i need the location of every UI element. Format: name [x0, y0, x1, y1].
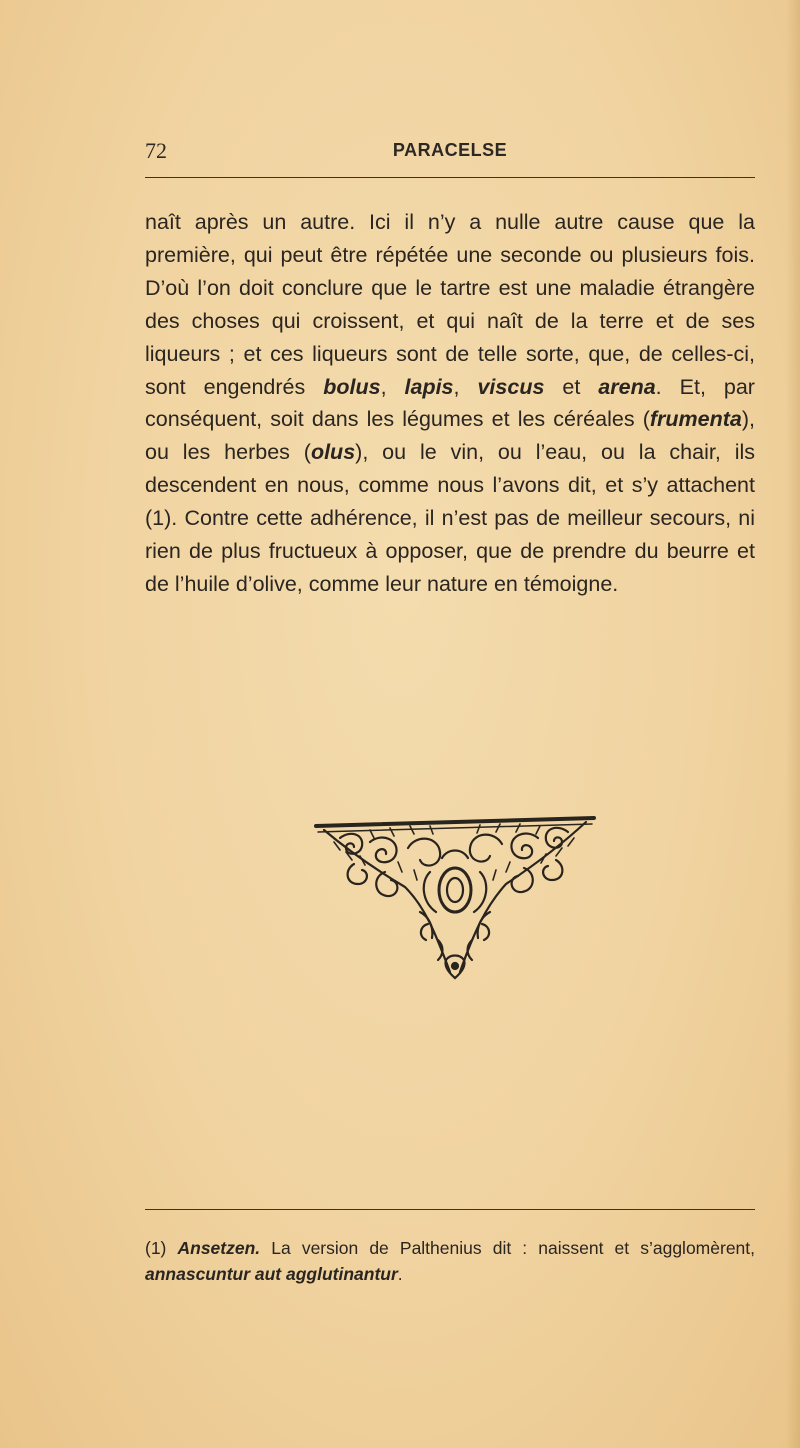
footnote-text-segment: .: [397, 1264, 403, 1284]
latin-term-arena: arena: [598, 374, 656, 399]
footnote-marker: (1): [145, 1238, 178, 1258]
body-text-segment: et: [544, 374, 599, 399]
floral-cul-de-lampe-ornament-icon: [310, 812, 600, 984]
body-text-segment: ), ou le vin, ou l’eau, ou la chair, ils descendent en nous, comme nous l’avons dit, et s’y attachent: [145, 440, 755, 498]
page-header: [145, 138, 755, 168]
header-rule: [145, 177, 755, 178]
body-text-segment: naît après un autre. Ici il n’y a nulle autre cause que la première, qui peut être répétée une seconde ou plusieurs fois. D’où l’on doit conclure que le tartre est une maladie étrangère des choses qui croissent, et qui naît de la terre et de ses liqueurs ; et ces liqueurs sont de telle sorte, que, de celles-ci, sont engendrés: [145, 210, 755, 399]
footnote-text-segment: La version de Palthenius dit : naissent et s’agglomèrent,: [260, 1238, 756, 1258]
latin-term-viscus: viscus: [477, 374, 545, 399]
page-number: 72: [145, 138, 167, 163]
footnote-reference: (1): [145, 506, 172, 531]
latin-term-bolus: bolus: [323, 374, 381, 399]
body-paragraph: [145, 206, 755, 601]
body-text-segment: ,: [453, 374, 478, 399]
latin-term-olus: olus: [310, 440, 356, 465]
latin-term-frumenta: frumenta: [649, 407, 742, 432]
body-text-segment: . Contre cette adhérence, il n’est pas de meilleur secours, ni rien de plus fructueux à opposer, que de prendre du beurre et de l’huile d’olive, comme leur nature en témoigne.: [145, 506, 755, 596]
footnote-rule: [145, 1209, 755, 1210]
footnote: [145, 1235, 755, 1287]
footnote-latin-phrase: annascuntur aut agglutinantur: [145, 1264, 398, 1284]
running-head: PARACELSE: [392, 140, 508, 160]
page-edge-shadow: [786, 0, 800, 1448]
latin-term-lapis: lapis: [404, 374, 454, 399]
body-text-segment: ), ou les herbes (: [145, 407, 755, 465]
footnote-term-ansetzen: Ansetzen.: [177, 1238, 261, 1258]
body-text-segment: . Et, par conséquent, soit dans les légumes et les céréales (: [145, 374, 755, 432]
body-text-segment: ,: [380, 374, 405, 399]
